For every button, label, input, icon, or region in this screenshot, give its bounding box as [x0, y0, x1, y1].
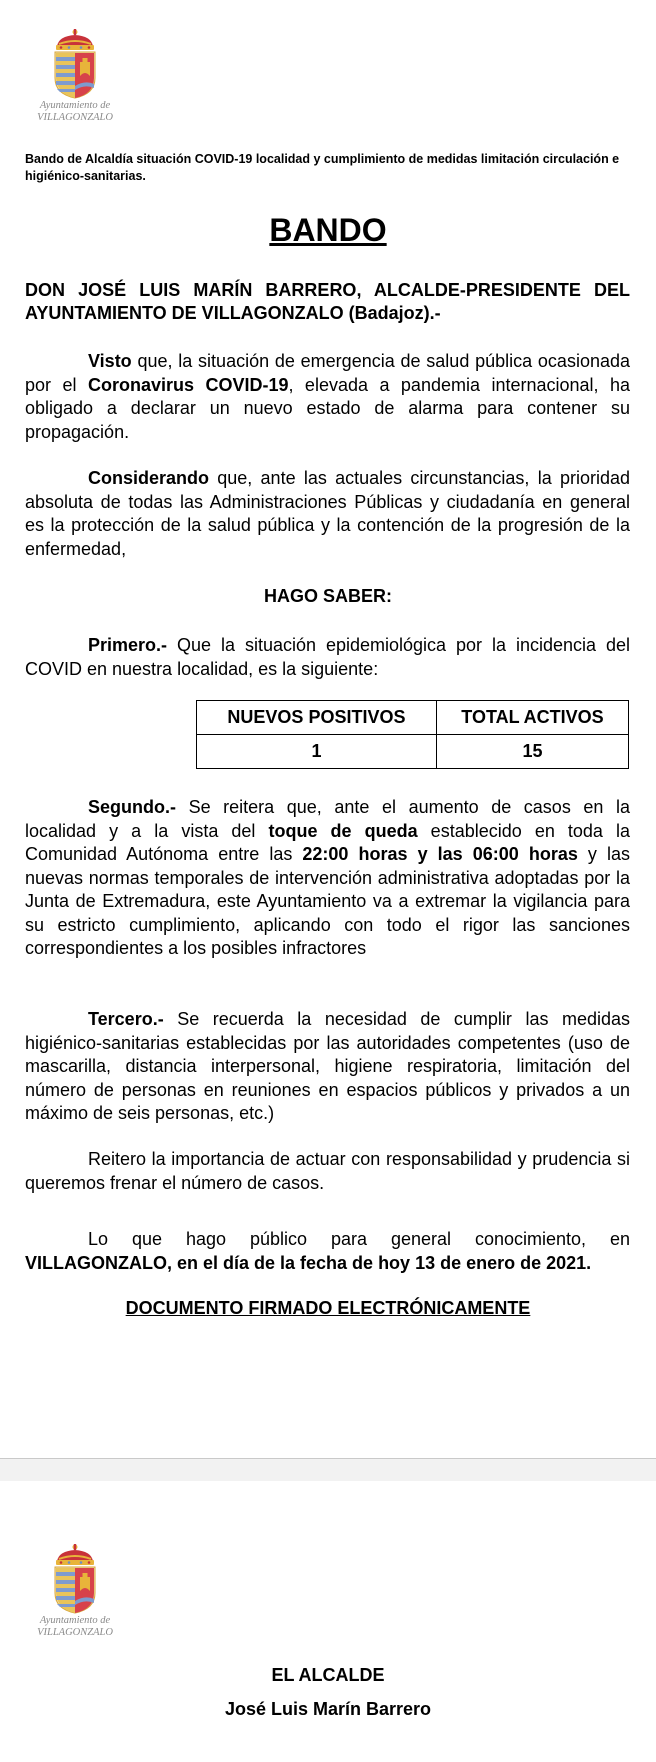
coat-of-arms-icon	[47, 1543, 103, 1615]
value-total-activos: 15	[436, 735, 628, 769]
signature-role: EL ALCALDE	[271, 1665, 385, 1685]
visto-lead: Visto	[88, 351, 132, 371]
header-total-activos: TOTAL ACTIVOS	[436, 701, 628, 735]
logo-caption-line2: VILLAGONZALO	[37, 112, 113, 123]
paragraph-considerando	[25, 467, 630, 561]
document-subject: Bando de Alcaldía situación COVID-19 localidad y cumplimiento de medidas limitación circulación e higiénico-sanitarias.	[25, 152, 620, 183]
considerando-lead: Considerando	[88, 468, 210, 488]
closing-text: Lo que hago público para general conocimiento, en	[88, 1229, 630, 1249]
segundo-text2: establecido en toda la Comunidad Autónoma entre las	[25, 820, 631, 864]
hago-saber-heading: HAGO SABER:	[263, 586, 392, 606]
reitero-text: Reitero la importancia de actuar con responsabilidad y prudencia si queremos frenar el número de casos.	[25, 1149, 630, 1193]
considerando-text: que, ante las actuales circunstancias, la prioridad absoluta de todas las Administraciones Públicas y ciudadanía en general es la protección de la salud pública y la contención de la progresión de la enfermedad,	[25, 468, 630, 559]
primero-lead: Primero.-	[88, 635, 168, 655]
issuer-heading: DON JOSÉ LUIS MARÍN BARRERO, ALCALDE-PRESIDENTE DEL AYUNTAMIENTO DE VILLAGONZALO (Badajoz).-	[25, 280, 630, 323]
paragraph-reitero	[25, 1148, 630, 1195]
logo-caption-line1: Ayuntamiento de	[39, 100, 111, 111]
segundo-text1: Se reitera que, ante el aumento de casos en la localidad y a la vista del	[25, 797, 630, 841]
municipal-logo-page2	[20, 1543, 130, 1639]
document-title: BANDO	[269, 212, 387, 248]
tercero-text: Se recuerda la necesidad de cumplir las medidas higiénico-sanitarias establecidas por las autoridades competentes (uso de mascarilla, distancia interpersonal, higiene respiratoria, limitación del número de personas en reuniones en espacios públicos y privados a un máximo de seis personas, etc.)	[25, 1009, 630, 1123]
header-nuevos-positivos: NUEVOS POSITIVOS	[197, 701, 437, 735]
segundo-bold1: toque de queda	[268, 820, 418, 841]
logo-caption-line2: VILLAGONZALO	[37, 1627, 113, 1638]
logo-caption-line1: Ayuntamiento de	[39, 1615, 111, 1626]
table-row	[197, 735, 629, 769]
closing-bold: VILLAGONZALO, en el día de la fecha de hoy 13 de enero de 2021.	[25, 1252, 592, 1273]
primero-text: Que la situación epidemiológica por la incidencia del COVID en nuestra localidad, es la siguiente:	[25, 635, 630, 679]
paragraph-tercero	[25, 1008, 630, 1126]
covid-stats-table	[196, 700, 629, 769]
coat-of-arms-icon	[47, 28, 103, 100]
page-separator	[0, 1458, 656, 1482]
segundo-lead: Segundo.-	[88, 797, 176, 817]
visto-text1: que, la situación de emergencia de salud pública ocasionada por el	[25, 351, 630, 395]
document-page-2	[0, 1481, 656, 1762]
table-header-row	[197, 701, 629, 735]
visto-text2: , elevada a pandemia internacional, ha obligado a declarar un nuevo estado de alarma para contener su propagación.	[25, 374, 630, 442]
signature-name: José Luis Marín Barrero	[224, 1699, 432, 1719]
tercero-lead: Tercero.-	[88, 1009, 164, 1029]
electronic-signature-note: DOCUMENTO FIRMADO ELECTRÓNICAMENTE	[125, 1298, 531, 1318]
paragraph-segundo	[25, 796, 630, 961]
paragraph-primero	[25, 634, 630, 681]
visto-bold: Coronavirus COVID-19	[87, 374, 289, 395]
segundo-bold2: 22:00 horas y las 06:00 horas	[302, 844, 578, 864]
paragraph-closing	[25, 1228, 630, 1275]
municipal-logo	[20, 28, 130, 124]
value-nuevos-positivos: 1	[197, 735, 437, 769]
paragraph-visto	[25, 350, 630, 444]
segundo-text3: y las nuevas normas temporales de intervención administrativa adoptadas por la Junta de Extremadura, este Ayuntamiento va a extremar la vigilancia para su estricto cumplimiento, aplicando con todo el rigor las sanciones correspondientes a los posibles infractores	[25, 844, 630, 958]
